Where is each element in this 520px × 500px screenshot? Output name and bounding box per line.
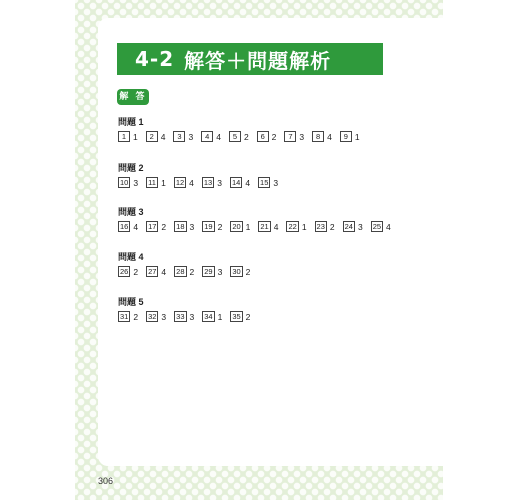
answer-value: 2 <box>189 266 195 277</box>
answer-value: 2 <box>161 221 167 232</box>
answer-item <box>174 311 194 322</box>
question-number-box: 2 <box>146 131 158 142</box>
question-number-box: 29 <box>204 267 213 276</box>
problem-section <box>118 162 286 188</box>
answer-item <box>173 131 193 142</box>
answer-item <box>315 221 335 232</box>
section-title-bar <box>117 43 383 75</box>
answer-item <box>118 266 138 277</box>
question-number-box: 24 <box>344 222 353 231</box>
answer-value: 4 <box>160 131 166 142</box>
question-number-box: 30 <box>232 267 241 276</box>
question-number-box: 31 <box>120 312 129 321</box>
question-number-box: 16 <box>120 222 129 231</box>
question-number-box: 22 <box>288 222 297 231</box>
answer-value: 4 <box>216 131 221 142</box>
question-number-box: 14 <box>231 178 241 187</box>
answer-row <box>118 266 258 277</box>
answer-value: 2 <box>329 221 335 232</box>
answer-value: 2 <box>271 131 277 142</box>
question-number-box: 8 <box>312 131 324 142</box>
question-number-box: 7 <box>284 131 296 142</box>
answer-value: 4 <box>161 266 167 277</box>
answer-value: 2 <box>245 266 251 277</box>
answer-item <box>229 131 249 142</box>
answer-value: 1 <box>301 221 307 232</box>
question-number-box: 19 <box>204 222 213 231</box>
question-number-box: 4 <box>201 131 213 142</box>
problem-title: 問題 5 <box>118 297 144 307</box>
answer-item <box>258 221 278 232</box>
question-number-box: 34 <box>204 312 213 321</box>
answer-value: 4 <box>245 177 251 188</box>
answer-item <box>230 311 250 322</box>
problem-title: 問題 1 <box>118 117 144 127</box>
question-number-box: 35 <box>232 312 241 321</box>
problem-section <box>118 116 368 142</box>
answer-value: 2 <box>217 221 223 232</box>
question-number-box: 23 <box>316 222 325 231</box>
question-number-box: 11 <box>146 177 158 188</box>
answer-item <box>118 311 138 322</box>
problem-title: 問題 3 <box>118 207 144 217</box>
question-number-box: 1 <box>118 131 130 142</box>
answer-value: 3 <box>357 221 363 232</box>
answer-item <box>174 221 194 232</box>
answer-item <box>286 221 306 232</box>
answer-value: 2 <box>245 311 251 322</box>
question-number-box: 13 <box>203 178 213 187</box>
answer-item <box>118 131 138 142</box>
question-number-box: 20 <box>232 222 241 231</box>
answer-value: 4 <box>386 221 391 232</box>
answer-value: 3 <box>217 266 223 277</box>
problem-title: 問題 2 <box>118 163 144 173</box>
answer-value: 3 <box>189 311 195 322</box>
answer-item <box>202 221 222 232</box>
answer-item <box>202 177 222 188</box>
problem-section <box>118 206 399 232</box>
answer-item <box>146 266 166 277</box>
question-number-box: 25 <box>372 222 382 231</box>
problem-section <box>118 296 258 322</box>
answer-item <box>146 131 166 142</box>
question-number-box: 12 <box>175 178 185 187</box>
answer-value: 2 <box>133 266 139 277</box>
question-number-box: 32 <box>148 312 157 321</box>
answer-value: 2 <box>133 311 139 322</box>
answer-item <box>343 221 363 232</box>
answer-value: 1 <box>354 131 360 142</box>
answer-value: 3 <box>189 221 195 232</box>
answer-item <box>174 177 194 188</box>
question-number-box: 10 <box>120 178 129 187</box>
answer-value: 4 <box>273 221 279 232</box>
page-number: 306 <box>98 476 114 486</box>
question-number-box: 21 <box>260 222 269 231</box>
answer-item <box>257 131 277 142</box>
question-number-box: 26 <box>120 267 129 276</box>
answer-item <box>284 131 304 142</box>
answer-item <box>371 221 391 232</box>
answer-row <box>118 221 399 232</box>
question-number-box: 3 <box>173 131 185 142</box>
answer-item <box>146 221 166 232</box>
content-card <box>98 18 443 466</box>
answer-item <box>230 177 250 188</box>
answer-row <box>118 131 368 142</box>
answer-item <box>146 177 166 188</box>
answer-value: 3 <box>273 177 279 188</box>
question-number-box: 28 <box>176 267 185 276</box>
question-number-box: 6 <box>257 131 269 142</box>
answer-row <box>118 311 258 322</box>
answer-item <box>230 221 250 232</box>
answer-value: 3 <box>161 311 167 322</box>
answer-item <box>258 177 278 188</box>
answer-value: 4 <box>189 177 194 188</box>
answer-item <box>201 131 221 142</box>
answer-item <box>118 221 138 232</box>
answer-value: 3 <box>217 177 222 188</box>
problem-title: 問題 4 <box>118 252 144 262</box>
answer-item <box>312 131 332 142</box>
answer-value: 3 <box>188 131 194 142</box>
answer-value: 1 <box>133 131 138 142</box>
answer-item <box>340 131 360 142</box>
answer-item <box>174 266 194 277</box>
answer-item <box>118 177 138 188</box>
answer-row <box>118 177 286 188</box>
answer-badge: 解 答 <box>117 89 149 105</box>
question-number-box: 33 <box>176 312 185 321</box>
answer-value: 3 <box>133 177 139 188</box>
answer-item <box>202 311 222 322</box>
answer-value: 4 <box>133 221 139 232</box>
answer-value: 1 <box>245 221 251 232</box>
question-number-box: 9 <box>340 131 352 142</box>
section-title: 解答＋問題解析 <box>184 48 332 73</box>
answer-value: 1 <box>217 311 223 322</box>
question-number-box: 27 <box>148 267 157 276</box>
problem-section <box>118 251 258 277</box>
section-number: 4-2 <box>135 47 175 71</box>
answer-item <box>230 266 250 277</box>
answer-item <box>202 266 222 277</box>
question-number-box: 18 <box>176 222 185 231</box>
question-number-box: 5 <box>229 131 241 142</box>
answer-value: 3 <box>299 131 305 142</box>
question-number-box: 15 <box>260 178 269 187</box>
answer-value: 4 <box>327 131 332 142</box>
answer-item <box>146 311 166 322</box>
answer-value: 2 <box>243 131 249 142</box>
answer-value: 1 <box>161 177 166 188</box>
question-number-box: 17 <box>148 222 157 231</box>
